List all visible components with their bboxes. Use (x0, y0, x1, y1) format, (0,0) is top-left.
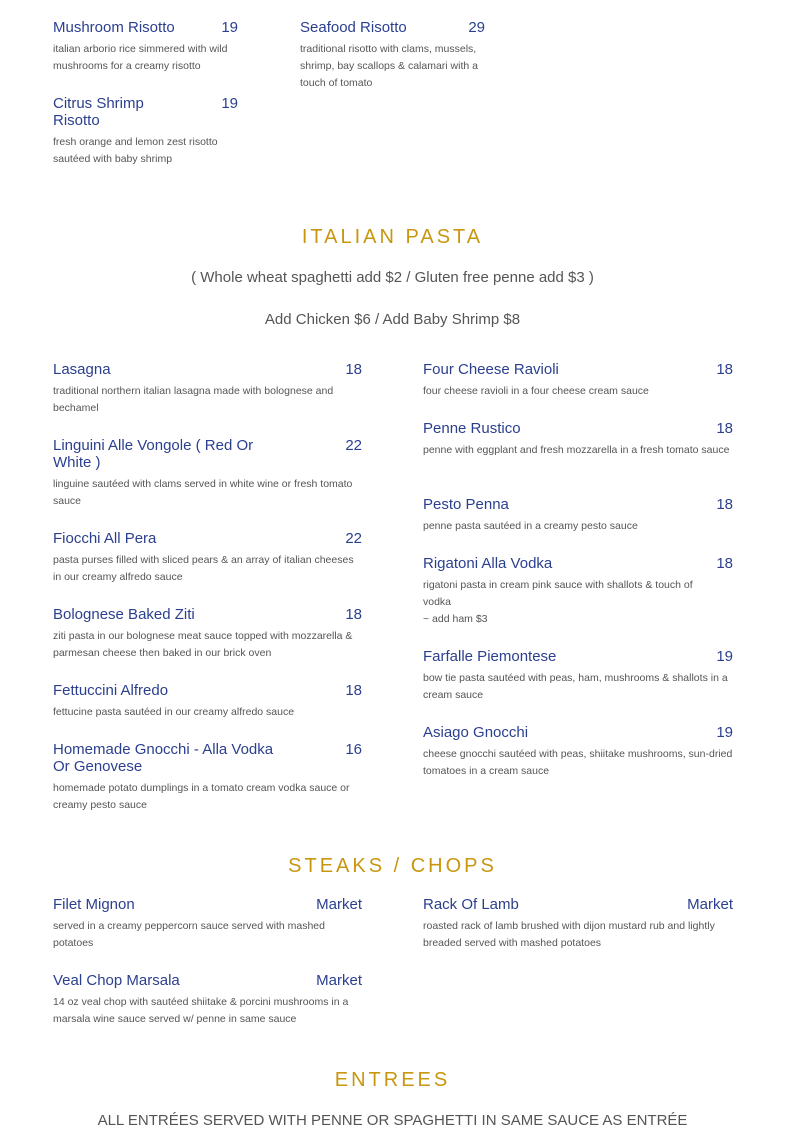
menu-item (423, 555, 733, 628)
item-price: 22 (345, 437, 362, 454)
item-description: pasta purses filled with sliced pears & an array of italian cheeses in our creamy alfredo sauce (53, 554, 354, 583)
menu-item (53, 972, 362, 1028)
item-name: Homemade Gnocchi - Alla Vodka Or Genovese (53, 741, 274, 775)
item-price: 22 (345, 530, 362, 547)
item-description: italian arborio rice simmered with wild mushrooms for a creamy risotto (53, 43, 228, 72)
item-description: served in a creamy peppercorn sauce served with mashed potatoes (53, 920, 325, 949)
item-name: Seafood Risotto (300, 19, 407, 36)
menu-item (53, 682, 362, 721)
item-description: traditional northern italian lasagna made with bolognese and bechamel (53, 385, 334, 414)
menu-item (53, 741, 362, 814)
item-description: homemade potato dumplings in a tomato cream vodka sauce or creamy pesto sauce (53, 782, 350, 811)
section-title-pasta: ITALIAN PASTA (301, 226, 484, 248)
item-description: 14 oz veal chop with sautéed shiitake & porcini mushrooms in a marsala wine sauce served w/ penne in same sauce (53, 996, 349, 1025)
item-name: Citrus Shrimp Risotto (53, 95, 144, 129)
item-price: 18 (345, 361, 362, 378)
section-title-steaks: STEAKS / CHOPS (288, 855, 497, 877)
item-extra-note: ~ add ham $3 (423, 613, 488, 625)
item-description: ziti pasta in our bolognese meat sauce topped with mozzarella & parmesan cheese then baked in our brick oven (53, 630, 353, 659)
item-description: bow tie pasta sautéed with peas, ham, mushrooms & shallots in a cream sauce (423, 672, 728, 701)
menu-item (423, 724, 733, 780)
menu-item (423, 361, 733, 400)
item-price: 18 (716, 420, 733, 437)
pasta-addon-note: Add Chicken $6 / Add Baby Shrimp $8 (264, 311, 521, 328)
item-description: cheese gnocchi sautéed with peas, shiitake mushrooms, sun-dried tomatoes in a cream sauce (423, 748, 733, 777)
item-name: Asiago Gnocchi (423, 724, 529, 741)
menu-item (53, 361, 362, 417)
item-price: Market (687, 896, 733, 913)
item-description: fettucine pasta sautéed in our creamy alfredo sauce (53, 706, 295, 718)
menu-item (53, 437, 362, 510)
item-name: Linguini Alle Vongole ( Red Or White ) (53, 437, 254, 471)
item-price: 19 (221, 19, 238, 36)
item-price: 29 (468, 19, 485, 36)
item-price: 19 (716, 724, 733, 741)
item-price: Market (316, 896, 362, 913)
menu-item (423, 420, 733, 459)
item-name: Veal Chop Marsala (53, 972, 180, 989)
menu-item (53, 95, 238, 168)
item-description: linguine sautéed with clams served in white wine or fresh tomato sauce (53, 478, 353, 507)
item-price: 18 (716, 361, 733, 378)
item-name: Pesto Penna (423, 496, 509, 513)
menu-item (423, 648, 733, 704)
menu-item (53, 19, 238, 75)
menu-item (53, 896, 362, 952)
pasta-substitution-note: ( Whole wheat spaghetti add $2 / Gluten free penne add $3 ) (191, 269, 594, 286)
item-price: 19 (716, 648, 733, 665)
item-name: Bolognese Baked Ziti (53, 606, 195, 623)
item-price: 18 (716, 555, 733, 572)
menu-item (423, 496, 733, 535)
section-title-entrees: ENTREES (334, 1069, 451, 1091)
item-name: Mushroom Risotto (53, 19, 175, 36)
item-description: penne with eggplant and fresh mozzarella in a fresh tomato sauce (423, 444, 730, 456)
item-price: 18 (345, 682, 362, 699)
item-name: Rack Of Lamb (423, 896, 519, 913)
item-price: Market (316, 972, 362, 989)
item-name: Four Cheese Ravioli (423, 361, 559, 378)
item-price: 18 (345, 606, 362, 623)
item-description: fresh orange and lemon zest risotto sautéed with baby shrimp (53, 136, 218, 165)
item-name: Fiocchi All Pera (53, 530, 157, 547)
item-description: traditional risotto with clams, mussels, shrimp, bay scallops & calamari with a touch of tomato (300, 43, 478, 89)
item-name: Rigatoni Alla Vodka (423, 555, 553, 572)
item-name: Filet Mignon (53, 896, 135, 913)
item-description: rigatoni pasta in cream pink sauce with shallots & touch of vodka (423, 579, 693, 608)
item-name: Fettuccini Alfredo (53, 682, 169, 699)
menu-item (53, 530, 362, 586)
entrees-note: ALL ENTRÉES SERVED WITH PENNE OR SPAGHETTI IN SAME SAUCE AS ENTRÉE (97, 1112, 688, 1129)
menu-item (423, 896, 733, 952)
item-description: four cheese ravioli in a four cheese cream sauce (423, 385, 649, 397)
item-price: 19 (221, 95, 238, 112)
item-description: penne pasta sautéed in a creamy pesto sauce (423, 520, 638, 532)
item-description: roasted rack of lamb brushed with dijon mustard rub and lightly breaded served with mashed potatoes (423, 920, 715, 949)
item-price: 18 (716, 496, 733, 513)
item-name: Penne Rustico (423, 420, 521, 437)
item-name: Lasagna (53, 361, 111, 378)
menu-item (300, 19, 485, 92)
menu-item (53, 606, 362, 662)
item-price: 16 (345, 741, 362, 758)
item-name: Farfalle Piemontese (423, 648, 557, 665)
